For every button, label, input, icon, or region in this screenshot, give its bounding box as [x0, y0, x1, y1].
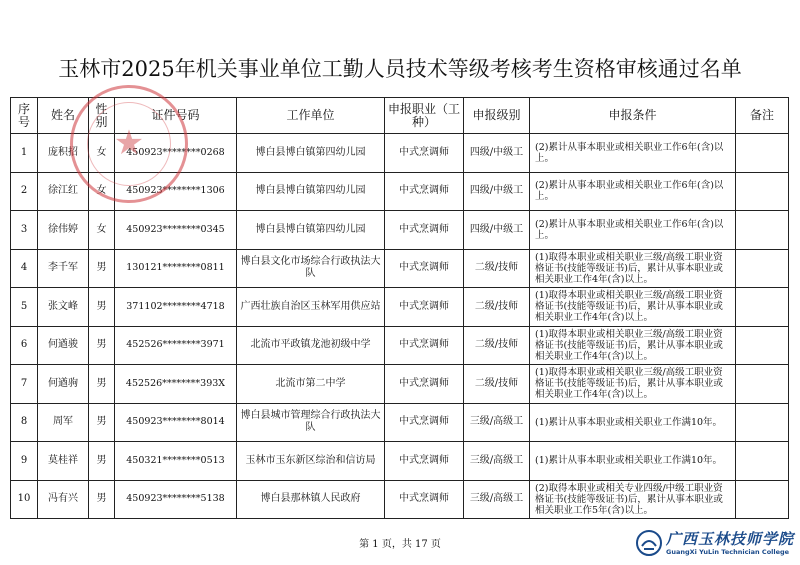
cell-seq: 6 [11, 326, 38, 365]
cell-id-number: 450923********5138 [115, 480, 237, 519]
cell-level: 四级/中级工 [464, 172, 530, 211]
cell-occupation: 中式烹调师 [385, 134, 464, 173]
cell-work-unit: 博白县博白镇第四幼儿园 [237, 134, 385, 173]
cell-seq: 10 [11, 480, 38, 519]
cell-occupation: 中式烹调师 [385, 365, 464, 404]
cell-seq: 7 [11, 365, 38, 404]
cell-name: 周军 [38, 403, 89, 442]
cell-remark [736, 326, 789, 365]
header-gender: 性别 [89, 98, 115, 134]
cell-work-unit: 博白县那林镇人民政府 [237, 480, 385, 519]
cell-id-number: 450923********1306 [115, 172, 237, 211]
cell-condition: (2)累计从事本职业或相关职业工作6年(含)以上。 [530, 172, 736, 211]
cell-gender: 男 [89, 365, 115, 404]
header-occupation: 申报职业（工种） [385, 98, 464, 134]
cell-level: 二级/技师 [464, 365, 530, 404]
table-row [11, 211, 789, 250]
table-row [11, 480, 789, 519]
cell-occupation: 中式烹调师 [385, 442, 464, 481]
cell-condition: (2)累计从事本职业或相关职业工作6年(含)以上。 [530, 134, 736, 173]
cell-seq: 8 [11, 403, 38, 442]
college-name-cn: 广西玉林技师学院 [666, 530, 795, 548]
header-seq: 序号 [11, 98, 38, 134]
cell-condition: (1)取得本职业或相关职业三级/高级工职业资格证书(技能等级证书)后，累计从事本职业或相关职业工作4年(含)以上。 [530, 249, 736, 288]
cell-work-unit: 博白县城市管理综合行政执法大队 [237, 403, 385, 442]
table-row [11, 288, 789, 327]
cell-gender: 男 [89, 442, 115, 481]
cell-remark [736, 172, 789, 211]
header-work-unit: 工作单位 [237, 98, 385, 134]
header-level: 申报级别 [464, 98, 530, 134]
cell-name: 张文峰 [38, 288, 89, 327]
cell-id-number: 450923********0268 [115, 134, 237, 173]
cell-id-number: 452526********3971 [115, 326, 237, 365]
cell-seq: 9 [11, 442, 38, 481]
cell-work-unit: 北流市第二中学 [237, 365, 385, 404]
cell-remark [736, 442, 789, 481]
cell-occupation: 中式烹调师 [385, 211, 464, 250]
cell-seq: 1 [11, 134, 38, 173]
document-title: 玉林市2025年机关事业单位工勤人员技术等级考核考生资格审核通过名单 [58, 57, 742, 81]
cell-remark [736, 211, 789, 250]
cell-condition: (1)取得本职业或相关职业三级/高级工职业资格证书(技能等级证书)后，累计从事本职业或相关职业工作4年(含)以上。 [530, 365, 736, 404]
cell-work-unit: 博白县文化市场综合行政执法大队 [237, 249, 385, 288]
cell-gender: 男 [89, 480, 115, 519]
cell-remark [736, 365, 789, 404]
cell-occupation: 中式烹调师 [385, 172, 464, 211]
cell-name: 何遒骏 [38, 326, 89, 365]
cell-remark [736, 249, 789, 288]
cell-seq: 2 [11, 172, 38, 211]
cell-name: 何遒驹 [38, 365, 89, 404]
table-row [11, 442, 789, 481]
header-name: 姓名 [38, 98, 89, 134]
cell-condition: (1)取得本职业或相关职业三级/高级工职业资格证书(技能等级证书)后，累计从事本职业或相关职业工作4年(含)以上。 [530, 326, 736, 365]
table-row [11, 249, 789, 288]
header-id-number: 证件号码 [115, 98, 237, 134]
cell-occupation: 中式烹调师 [385, 403, 464, 442]
cell-gender: 女 [89, 211, 115, 250]
cell-condition: (2)累计从事本职业或相关职业工作6年(含)以上。 [530, 211, 736, 250]
cell-remark [736, 134, 789, 173]
cell-work-unit: 玉林市玉东新区综治和信访局 [237, 442, 385, 481]
cell-name: 莫桂祥 [38, 442, 89, 481]
college-emblem-icon [636, 530, 662, 556]
cell-gender: 男 [89, 288, 115, 327]
header-remark: 备注 [736, 98, 789, 134]
candidate-table [10, 97, 789, 519]
cell-gender: 女 [89, 134, 115, 173]
cell-name: 徐江红 [38, 172, 89, 211]
seal-star-icon: ★ [113, 123, 145, 163]
cell-name: 李千军 [38, 249, 89, 288]
cell-name: 徐伟婷 [38, 211, 89, 250]
table-row [11, 134, 789, 173]
cell-id-number: 450923********8014 [115, 403, 237, 442]
cell-gender: 女 [89, 172, 115, 211]
cell-work-unit: 博白县博白镇第四幼儿园 [237, 211, 385, 250]
cell-condition: (1)累计从事本职业或相关职业工作满10年。 [530, 442, 736, 481]
cell-occupation: 中式烹调师 [385, 480, 464, 519]
cell-level: 三级/高级工 [464, 442, 530, 481]
cell-remark [736, 403, 789, 442]
cell-seq: 3 [11, 211, 38, 250]
cell-id-number: 450321********0513 [115, 442, 237, 481]
cell-level: 三级/高级工 [464, 403, 530, 442]
cell-occupation: 中式烹调师 [385, 288, 464, 327]
cell-id-number: 450923********0345 [115, 211, 237, 250]
table-row [11, 172, 789, 211]
cell-id-number: 452526********393X [115, 365, 237, 404]
cell-remark [736, 288, 789, 327]
cell-condition: (1)累计从事本职业或相关职业工作满10年。 [530, 403, 736, 442]
cell-occupation: 中式烹调师 [385, 249, 464, 288]
cell-work-unit: 广西壮族自治区玉林军用供应站 [237, 288, 385, 327]
cell-seq: 4 [11, 249, 38, 288]
cell-remark [736, 480, 789, 519]
college-name-en: GuangXi YuLin Technician College [666, 548, 790, 556]
cell-level: 二级/技师 [464, 249, 530, 288]
cell-work-unit: 北流市平政镇龙池初级中学 [237, 326, 385, 365]
cell-gender: 男 [89, 249, 115, 288]
cell-condition: (2)取得本职业或相关专业四级/中级工职业资格证书(技能等级证书)后，累计从事本职业或相关职业工作5年(含)以上。 [530, 480, 736, 519]
cell-id-number: 130121********0811 [115, 249, 237, 288]
cell-seq: 5 [11, 288, 38, 327]
cell-id-number: 371102********4718 [115, 288, 237, 327]
header-condition: 申报条件 [530, 98, 736, 134]
cell-gender: 男 [89, 403, 115, 442]
cell-level: 四级/中级工 [464, 211, 530, 250]
table-row [11, 365, 789, 404]
cell-name: 庞积招 [38, 134, 89, 173]
cell-condition: (1)取得本职业或相关职业三级/高级工职业资格证书(技能等级证书)后，累计从事本职业或相关职业工作4年(含)以上。 [530, 288, 736, 327]
page-footer: 第 1 页，共 17 页 [359, 539, 441, 550]
cell-gender: 男 [89, 326, 115, 365]
college-logo [636, 528, 796, 562]
cell-level: 三级/高级工 [464, 480, 530, 519]
table-row [11, 326, 789, 365]
cell-name: 冯有兴 [38, 480, 89, 519]
cell-level: 四级/中级工 [464, 134, 530, 173]
table-row [11, 403, 789, 442]
cell-occupation: 中式烹调师 [385, 326, 464, 365]
cell-level: 二级/技师 [464, 288, 530, 327]
cell-level: 二级/技师 [464, 326, 530, 365]
cell-work-unit: 博白县博白镇第四幼儿园 [237, 172, 385, 211]
table-header-row [11, 98, 789, 134]
